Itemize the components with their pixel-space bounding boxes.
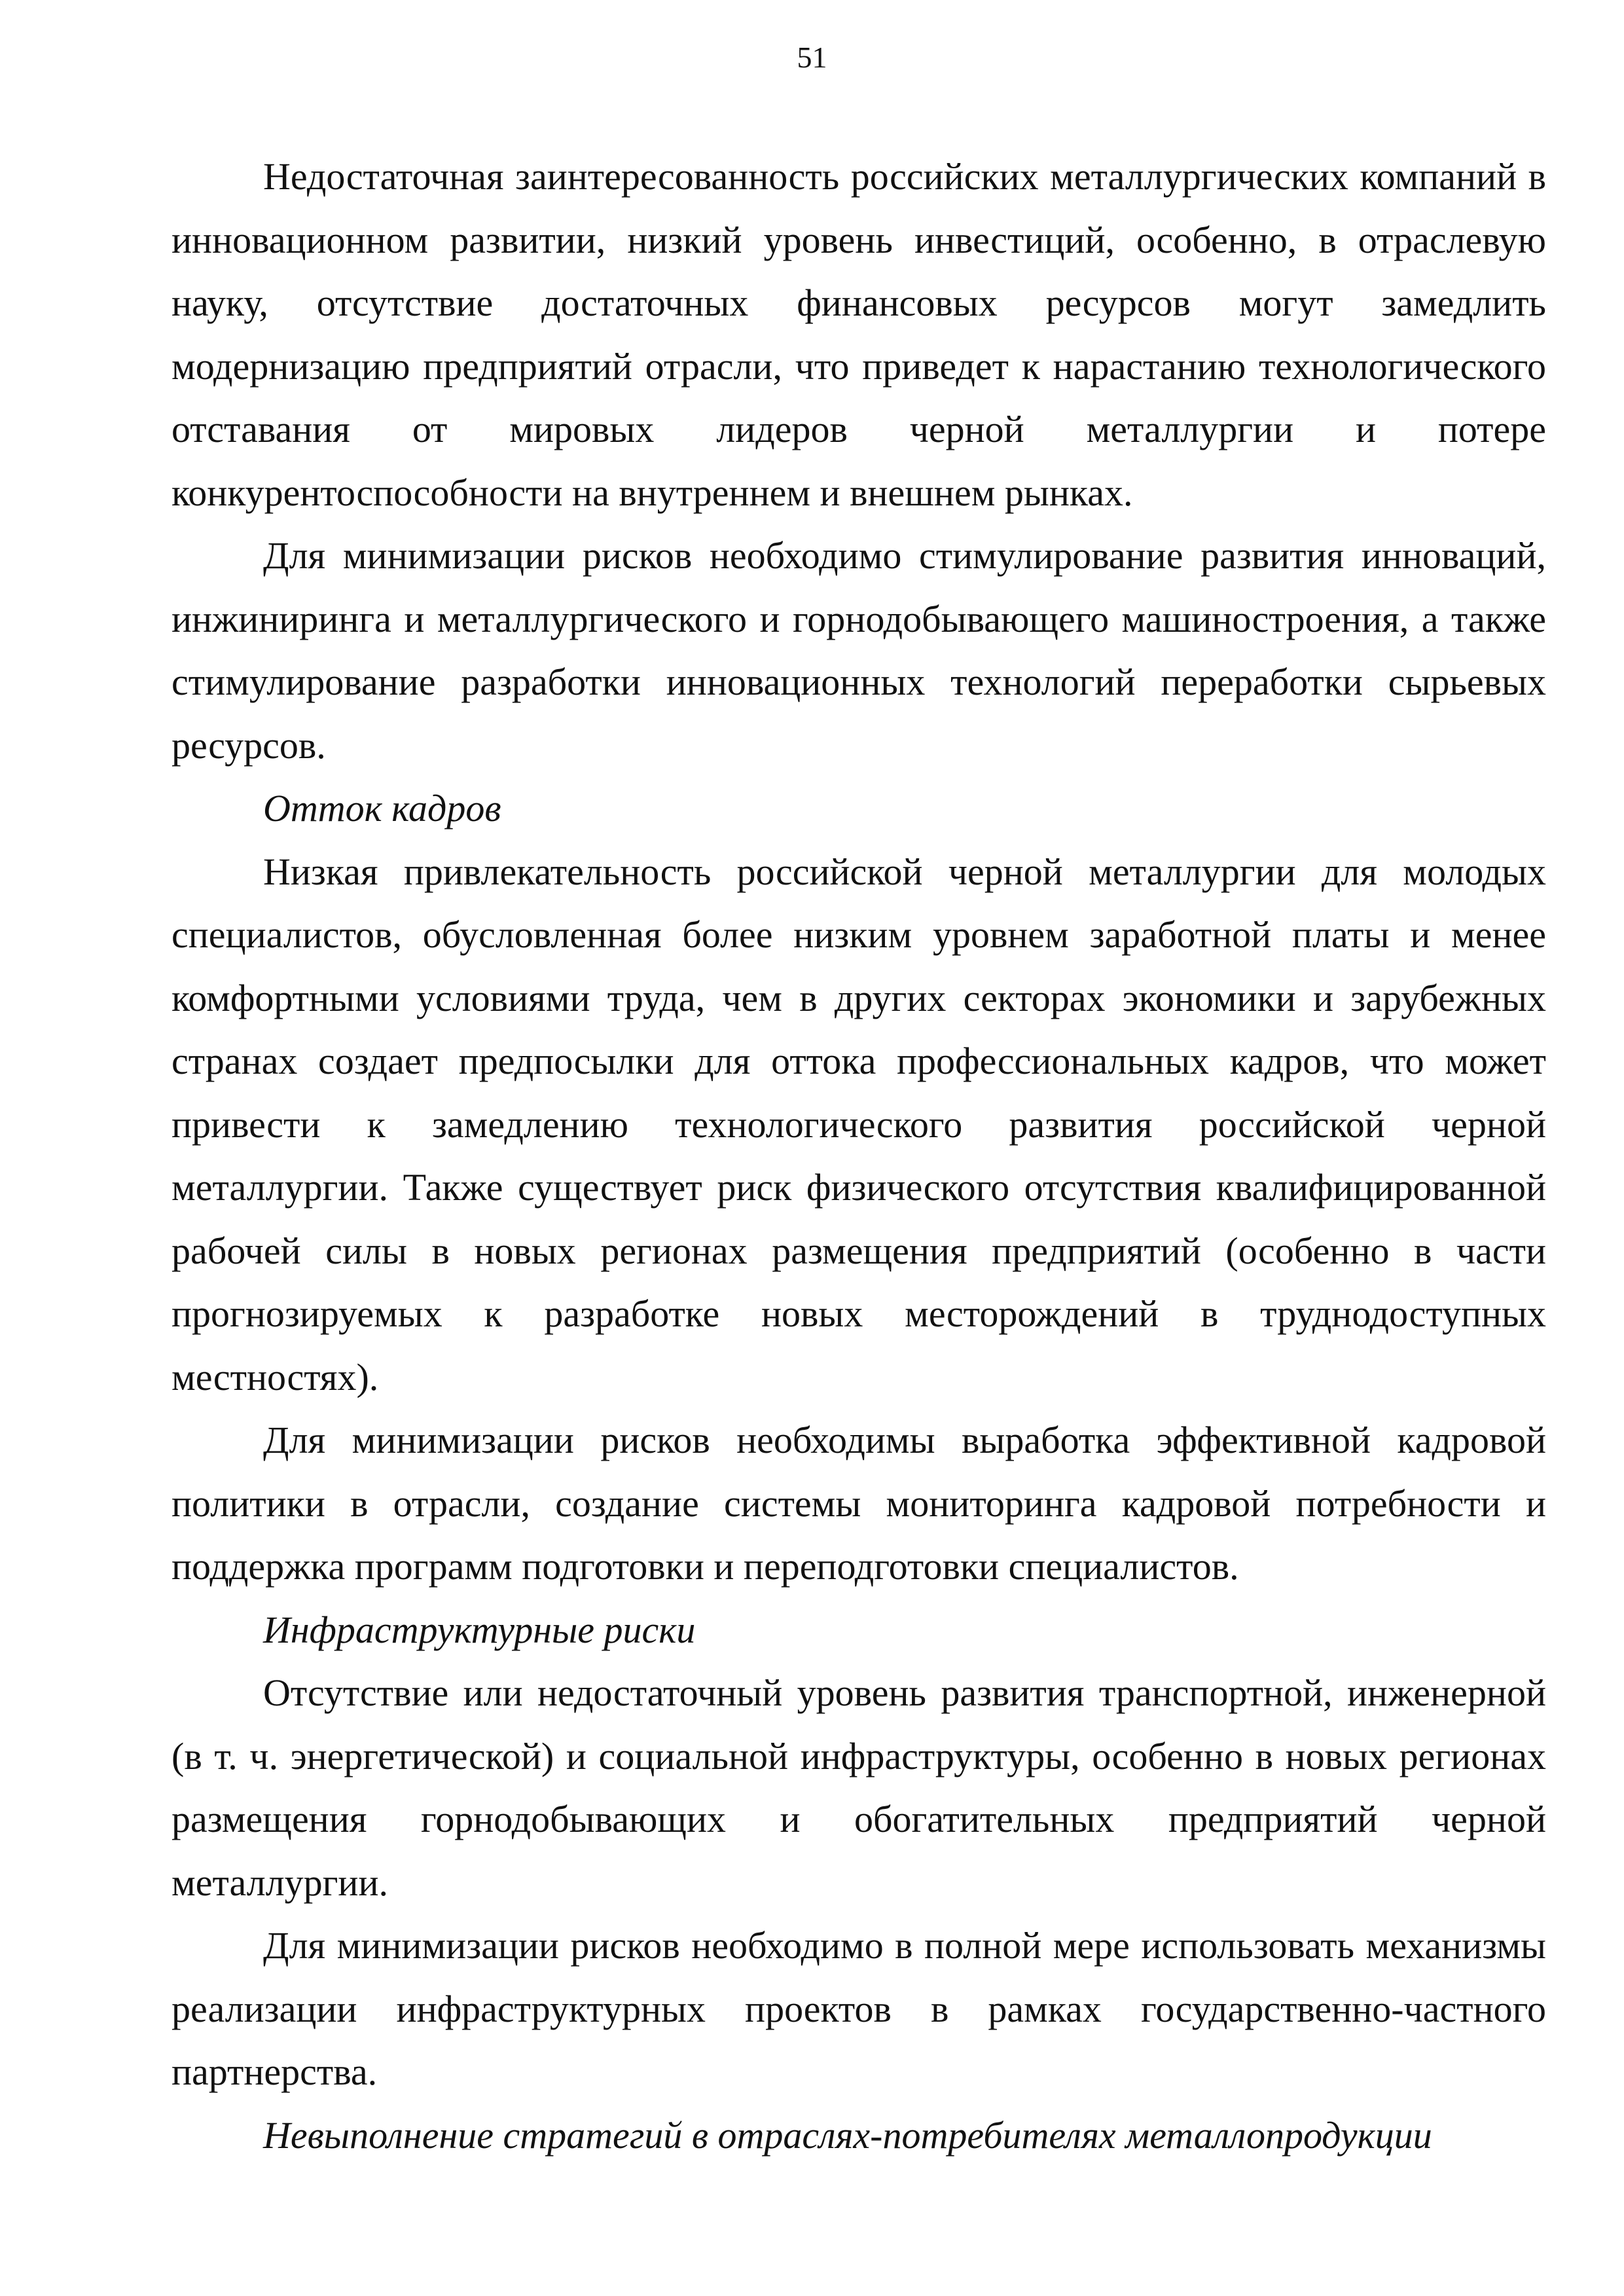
paragraph-innovation-mitigation: Для минимизации рисков необходимо стимулирование развития инноваций, инжиниринга и металлургического и горнодобывающего машиностроения, а также стимулирование разработки инновационных технологий переработки сырьевых ресурсов.: [171, 534, 1546, 767]
paragraph-infrastructure-mitigation: Для минимизации рисков необходимо в полной мере использовать механизмы реализации инфраструктурных проектов в рамках государственно-частного партнерства.: [171, 1924, 1546, 2093]
page-number: 51: [797, 41, 827, 74]
page-body: [171, 145, 1546, 2167]
paragraph-staff-mitigation: Для минимизации рисков необходимы выработка эффективной кадровой политики в отрасли, создание системы мониторинга кадровой потребности и поддержка программ подготовки и переподготовки специалистов.: [171, 1419, 1546, 1588]
paragraph-infrastructure-risks: Отсутствие или недостаточный уровень развития транспортной, инженерной (в т. ч. энергетической) и социальной инфраструктуры, особенно в новых регионах размещения горнодобывающих и обогатительных предприятий черной металлургии.: [171, 1671, 1546, 1904]
section-heading-strategy-failure: Невыполнение стратегий в отраслях-потребителях металлопродукции: [263, 2113, 1432, 2157]
section-heading-infrastructure-risks: Инфраструктурные риски: [263, 1608, 696, 1651]
section-heading-staff-outflow: Отток кадров: [263, 787, 501, 829]
paragraph-innovation-interest: Недостаточная заинтересованность российских металлургических компаний в инновационном развитии, низкий уровень инвестиций, особенно, в отраслевую науку, отсутствие достаточных финансовых ресурсов могут замедлить модернизацию предприятий отрасли, что приведет к нарастанию технологического отставания от мировых лидеров черной металлургии и потере конкурентоспособности на внутреннем и внешнем рынках.: [171, 155, 1546, 514]
paragraph-staff-outflow: Низкая привлекательность российской черной металлургии для молодых специалистов, обусловленная более низким уровнем заработной платы и менее комфортными условиями труда, чем в других секторах экономики и зарубежных странах создает предпосылки для оттока профессиональных кадров, что может привести к замедлению технологического развития российской черной металлургии. Также существует риск физического отсутствия квалифицированной рабочей силы в новых регионах размещения предприятий (особенно в части прогнозируемых к разработке новых месторождений в труднодоступных местностях).: [171, 850, 1546, 1398]
